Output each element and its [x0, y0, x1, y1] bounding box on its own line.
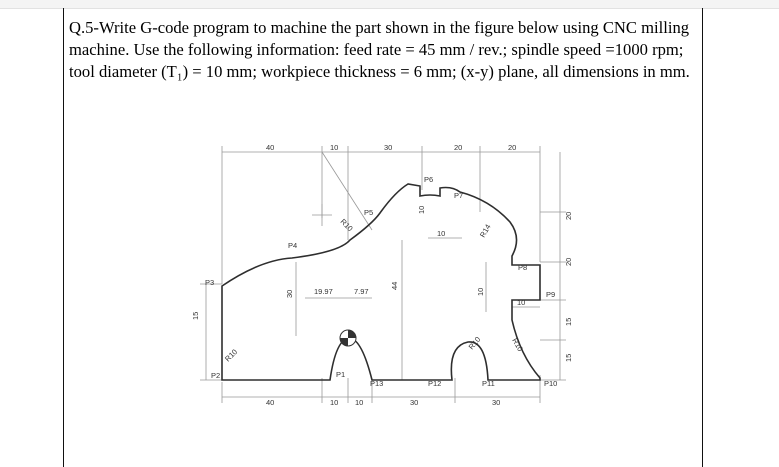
label-p9: P9 — [546, 290, 556, 299]
label-p5: P5 — [364, 208, 374, 217]
label-p7: P7 — [454, 191, 464, 200]
bottom-dim-3: 10 — [355, 398, 364, 407]
radius-label-2: R10 — [338, 217, 355, 234]
label-p1: P1 — [336, 370, 346, 379]
label-p6: P6 — [424, 175, 434, 184]
left-dim-2: 30 — [285, 289, 294, 298]
right-dim-1: 20 — [564, 211, 573, 220]
label-p11: P11 — [482, 379, 495, 388]
label-p3: P3 — [205, 278, 215, 287]
label-p10: P10 — [544, 379, 558, 388]
top-dim-1: 40 — [266, 143, 275, 152]
right-dim-3: 15 — [564, 317, 573, 326]
label-p4: P4 — [288, 241, 298, 250]
inner-dim-797: 7.97 — [354, 287, 369, 296]
bottom-dim-2: 10 — [330, 398, 339, 407]
radius-label-1: R10 — [223, 347, 240, 364]
radius-label-4: R14 — [477, 222, 493, 239]
bottom-dim-5: 30 — [492, 398, 501, 407]
inner-dim-44: 44 — [390, 281, 399, 290]
center-marker — [340, 330, 356, 346]
inner-dim-10c: 10 — [476, 287, 485, 296]
bottom-dim-4: 30 — [410, 398, 419, 407]
radius-label-5: R10 — [510, 336, 525, 353]
inner-dim-10d: 10 — [517, 298, 526, 307]
top-dim-2: 10 — [330, 143, 339, 152]
top-dim-4: 20 — [454, 143, 463, 152]
label-p8: P8 — [518, 263, 528, 272]
top-dim-5: 20 — [508, 143, 517, 152]
dimension-lines — [200, 146, 566, 403]
label-p12: P12 — [428, 379, 442, 388]
inner-dim-10b: 10 — [437, 229, 446, 238]
question-line-3: tool diameter (T₁) = 10 mm; workpiece thickness = 6 mm; (x-y) plane, all dimensions in mm. — [69, 62, 690, 81]
label-p2: P2 — [211, 371, 221, 380]
question-line-2: machine. Use the following information: feed rate = 45 mm / rev.; spindle speed =1000 rpm; — [69, 40, 684, 59]
radius-label-3: R10 — [466, 334, 483, 352]
label-p13: P13 — [370, 379, 384, 388]
left-dim-1: 15 — [191, 311, 200, 320]
part-outline — [222, 184, 540, 380]
inner-dim-10a: 10 — [417, 205, 426, 214]
inner-dim-1997: 19.97 — [314, 287, 333, 296]
right-dim-4: 15 — [564, 353, 573, 362]
top-dim-3: 30 — [384, 143, 393, 152]
question-line-1: Q.5-Write G-code program to machine the part shown in the figure below using CNC milling — [69, 18, 690, 37]
right-dim-2: 20 — [564, 257, 573, 266]
bottom-dim-1: 40 — [266, 398, 275, 407]
